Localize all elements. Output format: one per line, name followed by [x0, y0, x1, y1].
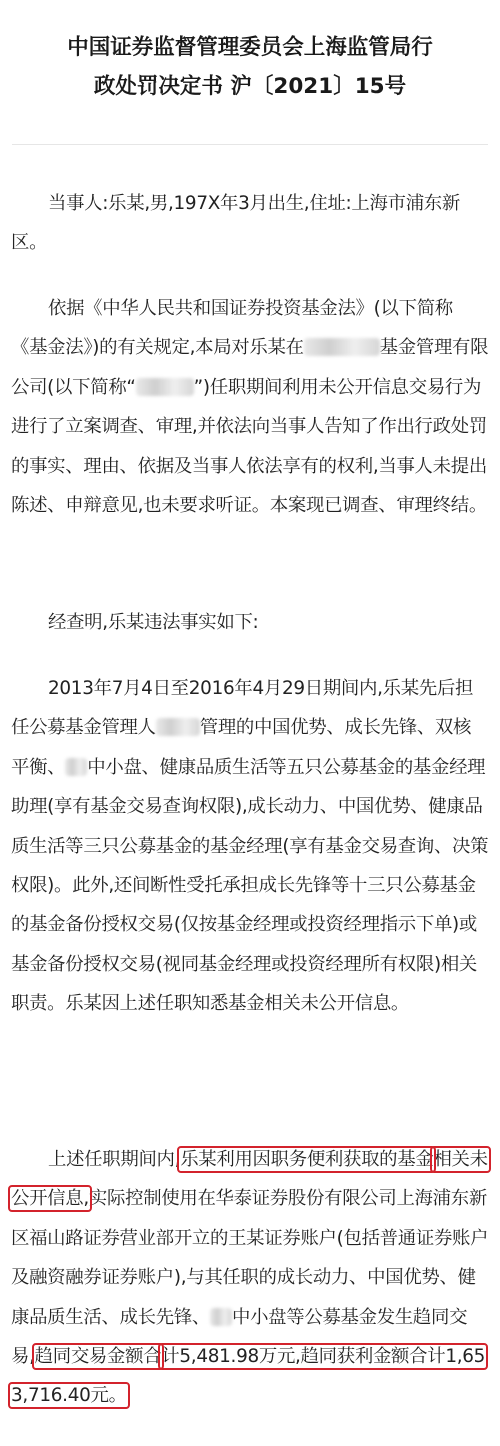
- paragraph-facts-text-3: 中小盘、健康品质生活等五只公募基金的基金经理助理(享有基金交易查询权限),成长动力、中国优势、健康品质生活等三只公募基金的基金经理(享有基金交易查询、决策权限)。此外,还间断性受托承担成长先锋等十三只公募基金的基金备份授权交易(仅按基金经理或投资经理指示下单)或基金备份授权交易(视同基金经理或投资经理所有权限)相关职责。乐某因上述任职知悉基金相关未公开信息。: [11, 756, 489, 1015]
- document-title: [14, 28, 486, 106]
- paragraph-party: [11, 184, 489, 263]
- paragraph-basis-text-2: 基金管理有限公司(以下简称“: [11, 337, 489, 398]
- redacted-fund-name-2: [210, 1308, 232, 1326]
- highlight-box-1b: 相关未公开信息,: [11, 1149, 488, 1210]
- redacted-company-abbr: [136, 378, 194, 396]
- paragraph-findings-intro: [11, 603, 489, 642]
- redacted-fund-name: [65, 758, 87, 776]
- paragraph-facts: [11, 669, 489, 1024]
- paragraph-conduct: [11, 1140, 489, 1416]
- paragraph-basis-text-1: 依据《中华人民共和国证券投资基金法》(以下简称《基金法》)的有关规定,本局对乐某在: [11, 298, 453, 359]
- title-line-1: 中国证券监督管理委员会上海监管局行: [67, 35, 433, 60]
- highlight-box-2b: 计5,481.98万元,趋同获利金额合计1,653,716.40元。: [11, 1346, 486, 1407]
- paragraph-basis: [11, 289, 489, 525]
- highlight-box-2a: 趋同交易金额合: [34, 1346, 162, 1368]
- paragraph-conduct-text-1: 上述任职期间内,: [48, 1149, 181, 1170]
- paragraph-facts-text-2: 管理的中国优势、成长先锋、双核平衡、: [11, 717, 472, 778]
- paragraph-facts-text-1: 2013年7月4日至2016年4月29日期间内,乐某先后担任公募基金管理人: [11, 678, 474, 739]
- redacted-company-name: [304, 338, 380, 356]
- paragraph-basis-text-3: ”)任职期间利用未公开信息交易行为进行了立案调查、审理,并依法向当事人告知了作出行政处罚的事实、理由、依据及当事人依法享有的权利,当事人未提出陈述、申辩意见,也未要求听证。本案现已调查、审理终结。: [11, 376, 487, 517]
- paragraph-conduct-text-3: 中小盘等公募基金发生趋同交易,: [11, 1306, 468, 1368]
- paragraph-conduct-text-2: 实际控制使用在华泰证券股份有限公司上海浦东新区福山路证券营业部开立的王某证券账户(包括普通证券账户及融资融券证券账户),与其任职的成长动力、中国优势、健康品质生活、成长先锋、: [11, 1188, 489, 1328]
- title-line-2: 政处罚决定书 沪〔2021〕15号: [93, 74, 407, 99]
- redacted-fund-manager: [156, 718, 200, 736]
- paragraph-party-text: 当事人:乐某,男,197X年3月出生,住址:上海市浦东新区。: [11, 193, 460, 254]
- highlight-box-1a: 乐某利用因职务便利获取的基金: [180, 1149, 434, 1170]
- title-divider: [12, 144, 488, 145]
- paragraph-findings-intro-text: 经查明,乐某违法事实如下:: [48, 612, 259, 633]
